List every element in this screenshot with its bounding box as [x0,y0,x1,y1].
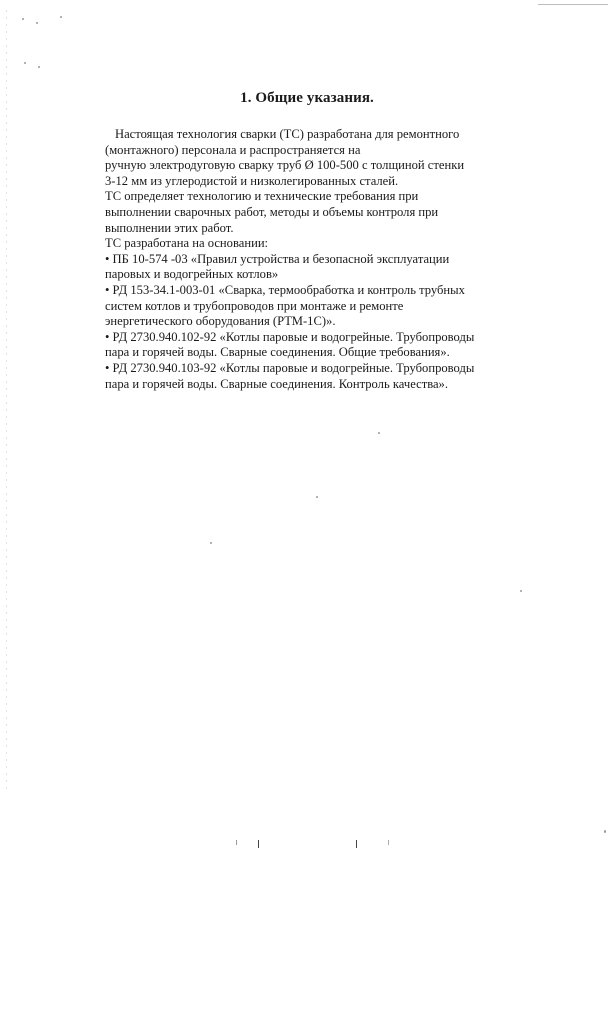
list-item: • РД 2730.940.102-92 «Котлы паровые и водогрейные. Трубопроводы [105,329,475,344]
scan-speck [60,16,62,18]
list-item: • РД 2730.940.103-92 «Котлы паровые и водогрейные. Трубопроводы [105,360,475,375]
scan-mark [356,840,357,848]
scan-speck [378,432,380,434]
scan-speck [520,590,522,592]
list-item: • РД 153-34.1-003-01 «Сварка, термообработка и контроль трубных [105,282,465,297]
section-title: 1. Общие указания. [240,90,374,106]
scan-speck [22,18,24,20]
body-line: ТС разработана на основании: [105,236,269,251]
body-line: Настоящая технология сварки (ТС) разработана для ремонтного [115,127,460,141]
scan-mark [388,840,389,845]
list-item-continuation: систем котлов и трубопроводов при монтаже и ремонте [105,298,404,313]
scan-speck [604,830,606,833]
list-item-continuation: энергетического оборудования (РТМ-1С)». [105,314,336,329]
body-line: (монтажного) персонала и распространяется на [105,142,361,157]
scan-footer-marks [0,840,614,852]
list-item: • ПБ 10-574 -03 «Правил устройства и безопасной эксплуатации [105,251,450,266]
scan-speck [210,542,212,544]
list-item-continuation: паровых и водогрейных котлов» [105,267,279,282]
scan-top-line [538,4,608,5]
list-item-continuation: пара и горячей воды. Сварные соединения. Общие требования». [105,345,450,360]
scan-speck [36,22,38,24]
scan-speck [316,496,318,498]
document-body [105,127,545,392]
body-line: выполнении этих работ. [105,220,234,235]
scan-mark [258,840,259,848]
scan-edge-artifact [6,10,7,790]
body-line: ручную электродуговую сварку труб Ø 100-500 с толщиной стенки [105,158,465,173]
body-line: ТС определяет технологию и технические требования при [105,189,419,204]
body-line: выполнении сварочных работ, методы и объемы контроля при [105,204,439,219]
body-line: 3-12 мм из углеродистой и низколегированных сталей. [105,173,399,188]
scan-speck [24,62,26,64]
scan-speck [38,66,40,68]
list-item-continuation: пара и горячей воды. Сварные соединения. Контроль качества». [105,376,449,391]
scan-mark [236,840,237,845]
